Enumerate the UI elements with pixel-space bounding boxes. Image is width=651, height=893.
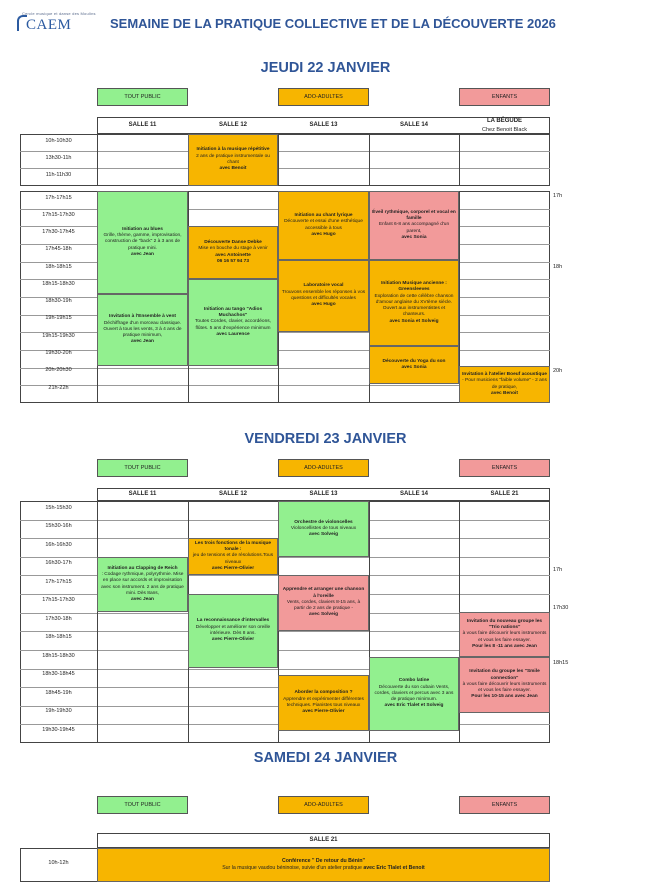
event-desc [100, 865, 547, 872]
event-eveil-rythmique [369, 191, 459, 260]
event-title: Invitation à l'atelier Boeuf acoustique [462, 371, 547, 377]
time-label: 19h30-20h [45, 350, 72, 356]
thursday-title: JEUDI 22 JANVIER [260, 60, 391, 76]
thursday-morning-grid [20, 134, 550, 186]
event-desc: : Codage rythmique, polyrythmie. Mise en place sur accords et improvisation avec son instrument. 2 ans de pratique mini. Dès 8ans, [101, 571, 184, 596]
time-label: 16h30-17h [45, 560, 72, 566]
event-teacher: avec Laurence [216, 331, 250, 337]
event-reconnaissance-intervalles [188, 594, 278, 668]
event-clapping-reich [97, 557, 188, 612]
event-desc: - Pour musiciens "faible volume" - 2 ans de pratique, [462, 378, 547, 390]
time-label: 17h45-18h [45, 246, 72, 252]
event-title: Combo latine [398, 678, 430, 684]
friday-room-4: SALLE 14 [399, 491, 428, 497]
time-label: 17h-17h15 [45, 195, 72, 201]
event-title: Initiation au blues [122, 226, 163, 232]
event-teacher: avec Jean [131, 339, 154, 345]
event-title: Orchestre de violoncelles [294, 519, 353, 525]
grid-line [278, 134, 279, 186]
event-desc: 2 ans de pratique instrumentale ou chant [196, 153, 270, 165]
event-title: Découverte du Yoga du son [382, 358, 446, 364]
event-desc: Vents, cordes, claviers 8-15 ans, à partir de 2 ans de pratique - [286, 599, 361, 612]
event-yoga-son [369, 346, 459, 384]
time-label: 15h-15h30 [45, 505, 72, 511]
event-desc: Découverte du son cubain Vents, cordes, claviers et percus avec 3 ans de pratique minimum. [374, 684, 454, 703]
event-teacher: avec Pierre-Olivier [302, 709, 345, 715]
event-title: Invitation à l'Ensemble à vent [109, 314, 176, 320]
event-laboratoire-vocal [278, 260, 369, 332]
friday-room-5: SALLE 21 [490, 491, 519, 497]
time-label: 21h-22h [48, 385, 69, 391]
page-title: SEMAINE DE LA PRATIQUE COLLECTIVE ET DE LA DÉCOUVERTE 2026 [110, 16, 556, 31]
event-teacher: avec Jean [131, 597, 154, 603]
time-label: 18h30-19h [45, 298, 72, 304]
event-teacher: avec Benoit [219, 166, 247, 172]
event-desc: Exploration de cette célèbre chanson d'amour anglaise du XVIème siècle. Ouvert aux instrumentistes et chanteurs. [374, 293, 454, 318]
time-label: 17h-17h15 [45, 579, 72, 585]
event-conference-benin [97, 848, 550, 882]
time-label: 20h-20h30 [45, 367, 72, 373]
event-teacher: avec Hugo [311, 302, 336, 308]
time-label: 17h15-17h30 [42, 212, 75, 218]
grid-line [459, 134, 460, 186]
legend-ado-adultes: ADO-ADULTES [278, 88, 369, 106]
side-note: 17h [553, 567, 563, 573]
time-label: 18h-18h15 [45, 264, 72, 270]
time-label: 18h-18h15 [45, 634, 72, 640]
event-title: Initiation au tango "Adios Muchachos" [203, 306, 263, 318]
legend-enfants: ENFANTS [459, 796, 550, 814]
event-desc: Apprendre et expérimenter différentes techniques. Pianistes tous niveaux [283, 696, 364, 708]
time-label: 18h45-19h [45, 690, 72, 696]
event-title: Initiation Musique ancienne : Greensleeves [381, 280, 447, 293]
event-tango [188, 279, 278, 366]
event-title: Conférence " De retour du Bénin" [281, 858, 366, 865]
event-title: Éveil rythmique, corporel et vocal en famille [372, 209, 456, 221]
event-boeuf-acoustique [459, 366, 550, 403]
event-initiation-blues [97, 191, 188, 294]
thursday-room-2: SALLE 12 [218, 122, 247, 128]
event-title: Invitation du groupe les "Smile connection" [469, 669, 540, 681]
event-desc: à vous faire découvrir leurs instruments et vous les faire essayer. [462, 631, 547, 643]
event-desc: Trouvons ensemble les réponses à vos questions et difficultés vocales [281, 289, 366, 301]
event-musique-ancienne [369, 260, 459, 346]
time-label: 18h30-18h45 [42, 671, 75, 677]
event-teacher: avec Jean [131, 251, 154, 257]
event-title: Initiation à la musique répétitive [196, 147, 270, 153]
event-desc: Enfant 6-8 ans accompagné d'un parent, [378, 222, 450, 234]
event-teacher: avec Eric Tlalet et Solveig [384, 703, 444, 709]
friday-room-1: SALLE 11 [128, 491, 157, 497]
event-aborder-composition [278, 675, 369, 731]
event-teacher: Pour les 10-15 ans avec Jean [471, 694, 538, 700]
event-desc: Violoncellistes de tous niveaux [290, 525, 357, 531]
event-orchestre-violoncelles [278, 501, 369, 557]
saturday-title: SAMEDI 24 JANVIER [253, 750, 398, 766]
time-label: 10h-10h30 [45, 138, 72, 144]
legend-enfants: ENFANTS [459, 459, 550, 477]
legend-tout-public: TOUT PUBLIC [97, 88, 188, 106]
event-teacher: avec Solveig [308, 532, 339, 538]
grid-line [369, 134, 370, 186]
event-chant-lyrique [278, 191, 369, 260]
event-teacher: Pour les 8 -11 ans avec Jean [472, 643, 537, 649]
event-phone: 06 16 57 94 73 [216, 258, 249, 264]
event-teacher: avec Benoit [491, 390, 518, 396]
event-desc: Grille, thème, gamme, improvisation, construction de "back" 2 à 3 ans de pratique mini. [103, 233, 182, 251]
time-label: 11h-11h30 [45, 172, 72, 178]
event-title: Initiation au chant lyrique [294, 212, 353, 218]
friday-room-2: SALLE 12 [218, 491, 247, 497]
event-desc: Développer et améliorer son oreille intérieure. Dès 8 ans. [195, 624, 271, 636]
friday-room-3: SALLE 13 [309, 491, 338, 497]
time-label: 15h30-16h [45, 523, 72, 529]
event-trio-nations [459, 612, 550, 657]
time-label: 19h15-19h30 [42, 333, 75, 339]
logo-tagline: Cercle musique et danse des Moulins [22, 11, 96, 16]
event-desc: Déchiffrage d'un morceau classique. Ouvert à tous les vents, 3 à 4 ans de pratique minimum, [103, 320, 182, 339]
time-label: 10h-12h [48, 860, 69, 866]
event-combo-latine [369, 657, 459, 731]
event-title: Laboratoire vocal [303, 283, 344, 289]
event-teacher: avec Sonia [401, 234, 427, 240]
event-teacher: avec Hugo [311, 231, 336, 237]
thursday-room-3: SALLE 13 [309, 122, 338, 128]
time-label: 17h30-18h [45, 616, 72, 622]
time-label: 16h-16h30 [45, 542, 72, 548]
side-note: 18h15 [553, 660, 569, 666]
event-desc-text: Sur la musique vaudou béninoise, suivie d'un atelier pratique [222, 865, 362, 871]
event-desc: jeu de tensions et de résolutions.Tous niveaux [192, 553, 274, 565]
time-label: 18h15-18h30 [42, 653, 75, 659]
legend-tout-public: TOUT PUBLIC [97, 796, 188, 814]
event-title: Apprendre et arranger une chanson à l'oreille [282, 587, 365, 599]
event-arranger-chanson [278, 575, 369, 631]
grid-line [20, 151, 550, 152]
event-teacher: avec Pierre-Olivier [211, 566, 255, 571]
thursday-room-special: LA BÉGUDE [486, 118, 523, 124]
legend-ado-adultes: ADO-ADULTES [278, 459, 369, 477]
event-ensemble-vent [97, 294, 188, 366]
event-teacher: avec Sonia et Solveig [389, 318, 439, 324]
event-musique-repetitive [188, 134, 278, 186]
legend-ado-adultes: ADO-ADULTES [278, 796, 369, 814]
event-teacher: avec Pierre-Olivier [211, 637, 255, 643]
friday-title: VENDREDI 23 JANVIER [244, 431, 407, 447]
event-teacher: avec Antoinette [215, 252, 251, 258]
side-note: 17h30 [553, 605, 569, 611]
event-title: Invitation du nouveau groupe les "Trio nations" [466, 618, 543, 630]
event-title: Aborder la composition ? [294, 690, 353, 696]
side-note: 17h [553, 193, 563, 199]
time-label: 19h-19h30 [45, 708, 72, 714]
legend-enfants: ENFANTS [459, 88, 550, 106]
thursday-room-special-sub: Chez Benoit Black [482, 127, 527, 133]
event-title: Initiation au Clapping de Reich [107, 565, 178, 571]
thursday-room-4: SALLE 14 [399, 122, 428, 128]
time-label: 17h15-17h30 [42, 597, 75, 603]
event-desc: Mise en bouche du stage à venir [198, 246, 268, 252]
event-teacher: avec Solveig [308, 612, 339, 618]
thursday-room-1: SALLE 11 [128, 122, 157, 128]
grid-line [97, 134, 98, 186]
time-label: 19h30-19h45 [42, 727, 75, 733]
event-desc: à vous faire découvrir leurs instruments et vous les faire essayer. [462, 681, 547, 694]
grid-line [20, 168, 550, 169]
event-desc: Toutes Cordes, clavier, accordéons, flûtes. 5 ans d'expérience minimum [195, 319, 271, 331]
time-label: 19h-19h15 [45, 315, 72, 321]
saturday-room: SALLE 21 [309, 837, 338, 843]
event-title: La reconnaissance d'intervalles [196, 618, 270, 624]
side-note: 18h [553, 264, 563, 270]
event-smile-connection [459, 657, 550, 713]
event-teacher: avec Sonia [401, 365, 427, 370]
event-danse-debke [188, 226, 278, 279]
time-label: 13h30-11h [45, 155, 72, 161]
time-label: 17h30-17h45 [42, 229, 75, 235]
event-title: Découverte Danse Debke [204, 239, 262, 245]
legend-tout-public: TOUT PUBLIC [97, 459, 188, 477]
time-label: 18h15-18h30 [42, 281, 75, 287]
event-title: Les trois fonctions de la musique tonale : [194, 540, 272, 553]
event-teacher: avec Eric Tlalet et Benoit [363, 865, 425, 871]
grid-line [97, 501, 98, 743]
event-desc: Découverte et essai d'une esthétique accessible à tous [284, 219, 363, 231]
event-fonctions-musique-tonale [188, 538, 278, 575]
side-note: 20h [553, 368, 563, 374]
logo: CAEM [26, 17, 72, 33]
